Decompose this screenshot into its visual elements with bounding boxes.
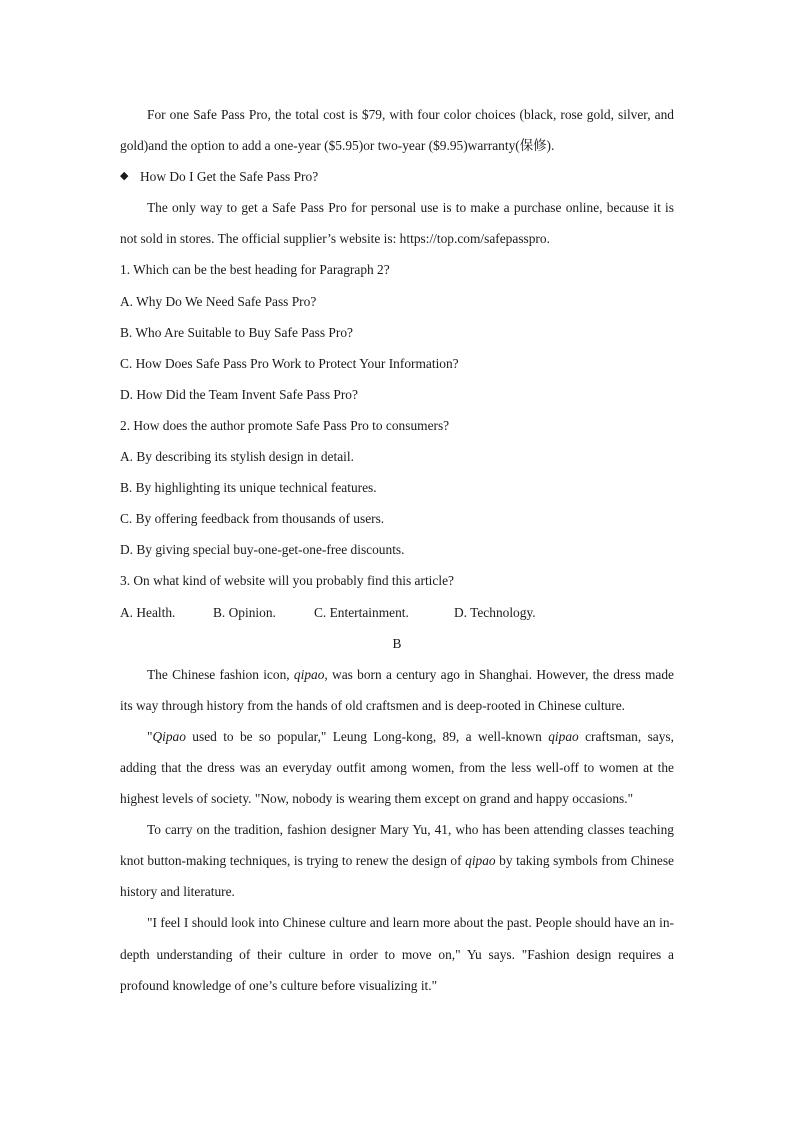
- question-1-option-a: A. Why Do We Need Safe Pass Pro?: [120, 293, 317, 309]
- question-2-stem: 2. How does the author promote Safe Pass Pro to consumers?: [120, 417, 450, 433]
- section-b-paragraph-2: "Qipao used to be so popular," Leung Long-kong, 89, a well-known qipao craftsman, says, adding that the dress was an everyday outfit among women, from the less well-off to women at the highest levels of society. "Now, nobody is wearing them except on grand and happy occasions.": [120, 728, 674, 807]
- question-2-option-d: D. By giving special buy-one-get-one-free discounts.: [120, 542, 405, 558]
- cost-paragraph: For one Safe Pass Pro, the total cost is $79, with four color choices (black, rose gold, silver, and gold)and the option to add a one-year ($5.95)or two-year ($9.95)warranty(保修).: [120, 107, 674, 154]
- section-b-paragraph-3: To carry on the tradition, fashion designer Mary Yu, 41, who has been attending classes teaching knot button-making techniques, is trying to renew the design of qipao by taking symbols from Chinese history and literature.: [120, 822, 674, 900]
- qipao-term: qipao: [465, 853, 496, 869]
- question-1-stem: 1. Which can be the best heading for Paragraph 2?: [120, 262, 390, 278]
- section-b-paragraph-1: The Chinese fashion icon, qipao, was born a century ago in Shanghai. However, the dress made its way through history from the hands of old craftsmen and is deep-rooted in Chinese culture.: [120, 666, 675, 713]
- question-2-option-b: B. By highlighting its unique technical features.: [120, 480, 377, 496]
- question-2-option-a: A. By describing its stylish design in detail.: [120, 449, 354, 465]
- question-3-stem: 3. On what kind of website will you probably find this article?: [120, 573, 454, 589]
- document-page: [120, 99, 674, 1001]
- question-3-option-d: D. Technology.: [454, 604, 536, 620]
- section-b-paragraph-4: "I feel I should look into Chinese culture and learn more about the past. People should have an in-depth understanding of their culture in order to move on," Yu says. "Fashion design requires a profound knowledge of one’s culture before visualizing it.": [120, 915, 674, 993]
- question-1-option-d: D. How Did the Team Invent Safe Pass Pro?: [120, 386, 358, 402]
- section-heading: [120, 161, 674, 192]
- question-1-option-c: C. How Does Safe Pass Pro Work to Protect Your Information?: [120, 355, 459, 371]
- question-2-option-c: C. By offering feedback from thousands of users.: [120, 511, 385, 527]
- qipao-term: qipao: [548, 728, 579, 744]
- question-3-option-c: C. Entertainment.: [314, 604, 409, 620]
- section-heading-text: How Do I Get the Safe Pass Pro?: [140, 169, 319, 185]
- purchase-paragraph: The only way to get a Safe Pass Pro for personal use is to make a purchase online, because it is not sold in stores. The official supplier’s website is: https://top.com/safepasspro.: [120, 200, 674, 247]
- question-3-option-a: A. Health.: [120, 604, 176, 620]
- diamond-bullet-icon: ◆: [120, 170, 129, 183]
- question-3-option-b: B. Opinion.: [213, 604, 276, 620]
- question-1-option-b: B. Who Are Suitable to Buy Safe Pass Pro?: [120, 324, 353, 340]
- question-3-options: [120, 597, 674, 628]
- qipao-term: qipao: [293, 666, 325, 682]
- qipao-term: Qipao: [152, 728, 186, 744]
- section-b-title: B: [392, 635, 402, 651]
